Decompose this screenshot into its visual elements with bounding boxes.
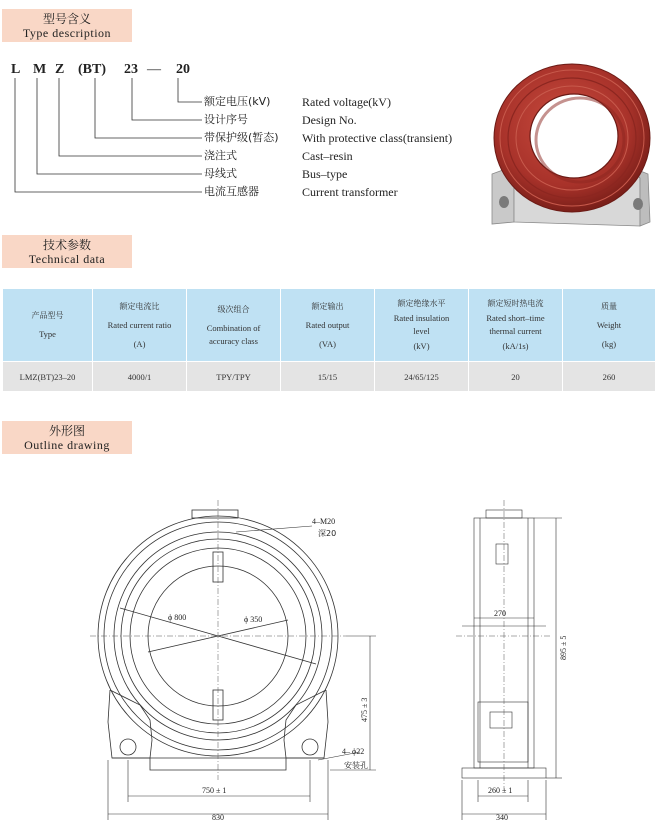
meaning-en-design: Design No. — [302, 113, 357, 127]
col-header-weight — [563, 289, 655, 361]
technical-data-table — [3, 289, 655, 391]
col-thermal-unit: (kA/1s) — [502, 341, 529, 351]
col-thermal-en: Rated short–time thermal current — [486, 313, 545, 336]
cell-thermal: 20 — [469, 361, 563, 391]
meaning-en-protective: With protective class(transient) — [302, 131, 453, 145]
dim-outer-dia: ϕ 800 — [168, 613, 187, 622]
col-header-accuracy — [187, 289, 281, 361]
code-part-bt: (BT) — [78, 62, 106, 77]
type-description-title-en: Type description — [22, 26, 112, 40]
meaning-en-voltage: Rated voltage(kV) — [302, 95, 391, 109]
col-weight-unit: (kg) — [601, 338, 617, 349]
table-row — [3, 361, 655, 391]
col-header-output — [281, 289, 375, 361]
dim-side-base: 340 — [496, 813, 508, 822]
technical-data-header — [2, 235, 132, 268]
table-header-row — [3, 289, 655, 361]
type-description-title-cn: 型号含义 — [42, 12, 91, 26]
meaning-en-ct: Current transformer — [302, 185, 398, 199]
meaning-en-cast: Cast–resin — [302, 149, 353, 163]
cell-output: 15/15 — [281, 361, 375, 391]
code-part-z: Z — [55, 62, 65, 77]
dim-hole: 4– ϕ22 — [342, 747, 365, 756]
product-photo — [478, 54, 658, 234]
code-part-dash: — — [147, 62, 161, 77]
cell-weight: 260 — [563, 361, 655, 391]
dim-total-height: 895 ± 5 — [559, 635, 568, 660]
col-accuracy-en: Combination of accuracy class — [206, 322, 261, 346]
dim-side-span: 260 ± 1 — [488, 786, 513, 795]
meaning-en-bus: Bus–type — [302, 167, 348, 181]
col-header-current-ratio — [93, 289, 187, 361]
col-insulation-unit: (kV) — [413, 341, 430, 351]
meaning-cn-bus: 母线式 — [204, 167, 237, 180]
cell-accuracy: TPY/TPY — [187, 361, 281, 391]
col-insulation-en: Rated insulation level — [393, 313, 450, 336]
technical-data-title-en: Technical data — [28, 252, 106, 266]
code-part-m: M — [33, 62, 47, 77]
col-header-insulation — [375, 289, 469, 361]
dim-base-span: 750 ± 1 — [202, 786, 227, 795]
meaning-cn-design: 设计序号 — [204, 113, 248, 126]
col-output-cn: 额定输出 — [311, 301, 344, 311]
cell-insulation: 24/65/125 — [375, 361, 469, 391]
outline-drawing — [0, 490, 666, 835]
cell-ratio: 4000/1 — [93, 361, 187, 391]
col-thermal-cn: 额定短时热电流 — [487, 299, 544, 308]
col-header-type — [3, 289, 93, 361]
outline-drawing-title-cn: 外形图 — [48, 424, 85, 438]
col-insulation-cn: 额定绝缘水平 — [397, 299, 446, 308]
col-accuracy-cn: 级次组合 — [217, 304, 250, 314]
meaning-cn-cast: 浇注式 — [204, 149, 237, 162]
col-type-en: Type — [39, 329, 56, 339]
meaning-cn-ct: 电流互感器 — [204, 185, 259, 198]
outline-drawing-header — [2, 421, 132, 454]
dim-depth: 深20 — [318, 529, 337, 538]
col-weight-cn: 质量 — [601, 301, 617, 311]
cell-type: LMZ(BT)23–20 — [3, 361, 93, 391]
col-type-cn: 产品型号 — [31, 311, 64, 320]
dim-side-width: 270 — [494, 609, 506, 618]
meaning-cn-voltage: 额定电压(kV) — [204, 95, 271, 108]
col-ratio-en: Rated current ratio — [107, 319, 172, 330]
col-output-en: Rated output — [305, 319, 350, 330]
dim-thread: 4–M20 — [312, 517, 336, 526]
dim-base-width: 830 — [212, 813, 224, 822]
technical-data-title-cn: 技术参数 — [42, 238, 91, 252]
code-part-l: L — [11, 62, 21, 77]
col-ratio-unit: (A) — [133, 338, 146, 349]
dim-hole-label: 安装孔 — [344, 761, 368, 770]
dim-inner-dia: ϕ 350 — [244, 615, 263, 624]
code-part-design: 23 — [124, 62, 138, 77]
meaning-cn-protective: 带保护级(暂态) — [204, 131, 279, 144]
col-ratio-cn: 额定电流比 — [119, 301, 160, 311]
col-weight-en: Weight — [596, 319, 622, 330]
dim-center-height: 475 ± 3 — [360, 697, 369, 722]
outline-drawing-title-en: Outline drawing — [24, 438, 110, 452]
code-part-voltage: 20 — [176, 62, 190, 77]
col-output-unit: (VA) — [319, 338, 336, 349]
col-header-thermal — [469, 289, 563, 361]
